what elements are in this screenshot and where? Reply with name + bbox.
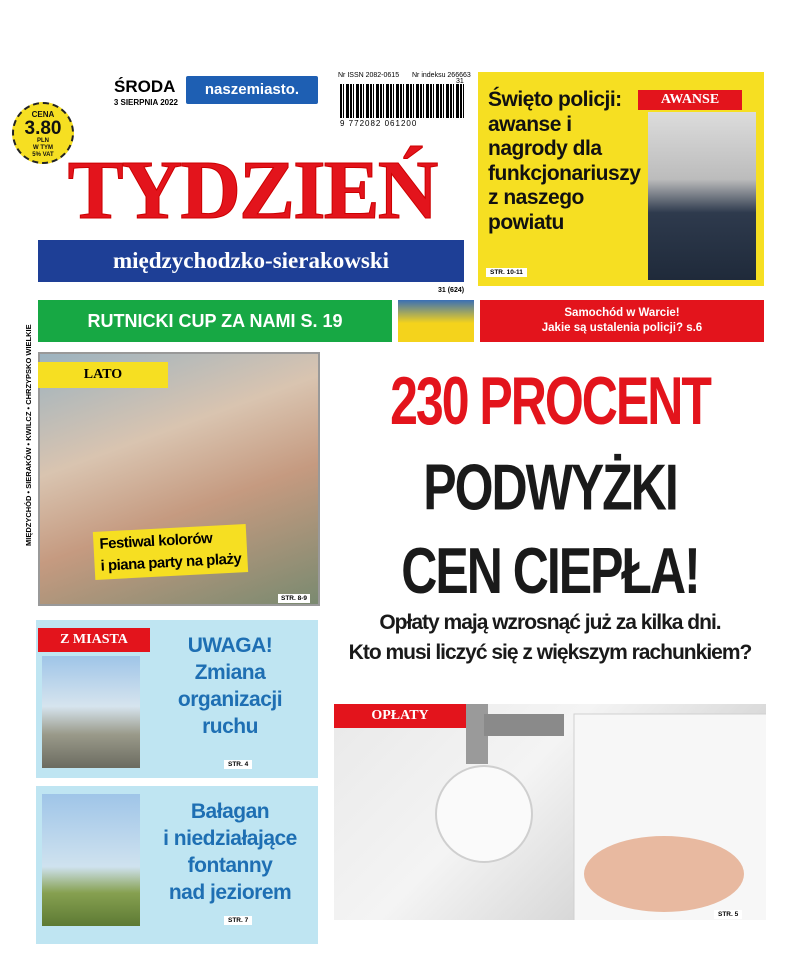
price-vat-line2: 5% VAT <box>32 152 54 158</box>
festival-caption-line2: i piana party na plaży <box>100 550 242 575</box>
police-teaser[interactable] <box>478 72 764 286</box>
radiator-photo[interactable] <box>334 704 766 920</box>
main-headline-red[interactable]: 230 PROCENT <box>390 363 710 439</box>
traffic-headline-line: organizacji <box>177 688 283 711</box>
region-list: MIĘDZYCHÓD • SIERAKÓW • KWILCZ • CHRZYPSKO WIELKIE <box>24 324 33 546</box>
traffic-headline <box>146 632 314 740</box>
main-headline-line2: CEN CIEPŁA! <box>401 534 699 608</box>
radiator-illustration <box>334 704 766 920</box>
police-headline: Święto policji: awanse i nagrody dla funkcjonariuszy z naszego powiatu <box>488 88 641 234</box>
traffic-headline-line: UWAGA! <box>187 634 273 657</box>
price-label: CENA <box>31 110 55 119</box>
hand <box>584 836 744 912</box>
fountain-pages: STR. 7 <box>224 916 252 925</box>
car-in-warta-banner[interactable] <box>480 300 764 342</box>
thermostat-knob <box>436 766 532 862</box>
index-number: Nr indeksu 266663 <box>412 72 471 79</box>
police-pages: STR. 10-11 <box>486 268 527 277</box>
car-line-2: Jakie są ustalenia policji? s.6 <box>541 322 703 334</box>
fountain-headline-line: nad jeziorem <box>168 881 292 904</box>
issn-text: Nr ISSN 2082-0615 <box>338 72 400 79</box>
festival-caption <box>93 524 248 580</box>
barcode-number: 9 772082 061200 <box>340 119 418 128</box>
oplaty-tag: OPŁATY <box>334 704 466 728</box>
region-vertical-text <box>24 296 36 546</box>
price-currency: PLN <box>37 138 49 144</box>
price-vat-line1: W TYM <box>33 145 53 151</box>
issue-number: 31 (624) <box>438 287 465 294</box>
main-lead-line2: Kto musi liczyć się z większym rachunkiem? <box>348 641 752 664</box>
radiator-valve-pipe <box>484 714 564 736</box>
awanse-tag: AWANSE <box>638 90 742 110</box>
traffic-photo <box>42 656 140 768</box>
lato-tag: LATO <box>38 362 168 388</box>
traffic-headline-line: ruchu <box>202 715 258 738</box>
masthead-title: TYDZIEŃ <box>67 144 437 237</box>
main-headline-line1: PODWYŻKI <box>423 451 677 524</box>
traffic-headline-line: Zmiana <box>194 661 266 684</box>
summer-pages: STR. 8-9 <box>278 594 310 603</box>
z-miasta-tag: Z MIASTA <box>38 628 150 652</box>
masthead-subtitle: międzychodzko-sierakowski <box>38 240 464 282</box>
main-lead <box>330 608 770 668</box>
rutnicki-cup-photo <box>398 300 474 342</box>
barcode <box>340 84 465 118</box>
fountain-headline <box>146 798 314 906</box>
festival-caption-line1: Festiwal kolorów <box>99 529 213 553</box>
issue-date: 3 SIERPNIA 2022 <box>113 98 178 107</box>
issue-day: ŚRODA <box>114 77 176 96</box>
price-value: 3.80 <box>24 118 62 139</box>
main-lead-line1: Opłaty mają wzrosnąć już za kilka dni. <box>379 611 721 634</box>
main-pages: STR. 5 <box>714 910 742 919</box>
police-photo <box>648 112 756 280</box>
traffic-pages: STR. 4 <box>224 760 252 769</box>
fountain-headline-line: fontanny <box>187 854 273 877</box>
fountain-photo <box>42 794 140 926</box>
rutnicki-cup-banner[interactable]: RUTNICKI CUP ZA NAMI S. 19 <box>38 300 392 342</box>
main-headline-black[interactable] <box>330 446 770 612</box>
car-line-1: Samochód w Warcie! <box>564 307 680 319</box>
fountain-headline-line: i niedziałające <box>163 827 297 850</box>
fountain-headline-line: Bałagan <box>190 800 270 823</box>
brand-logo[interactable]: naszemiasto. <box>186 76 318 104</box>
barcode-suffix: 31 <box>456 78 464 85</box>
